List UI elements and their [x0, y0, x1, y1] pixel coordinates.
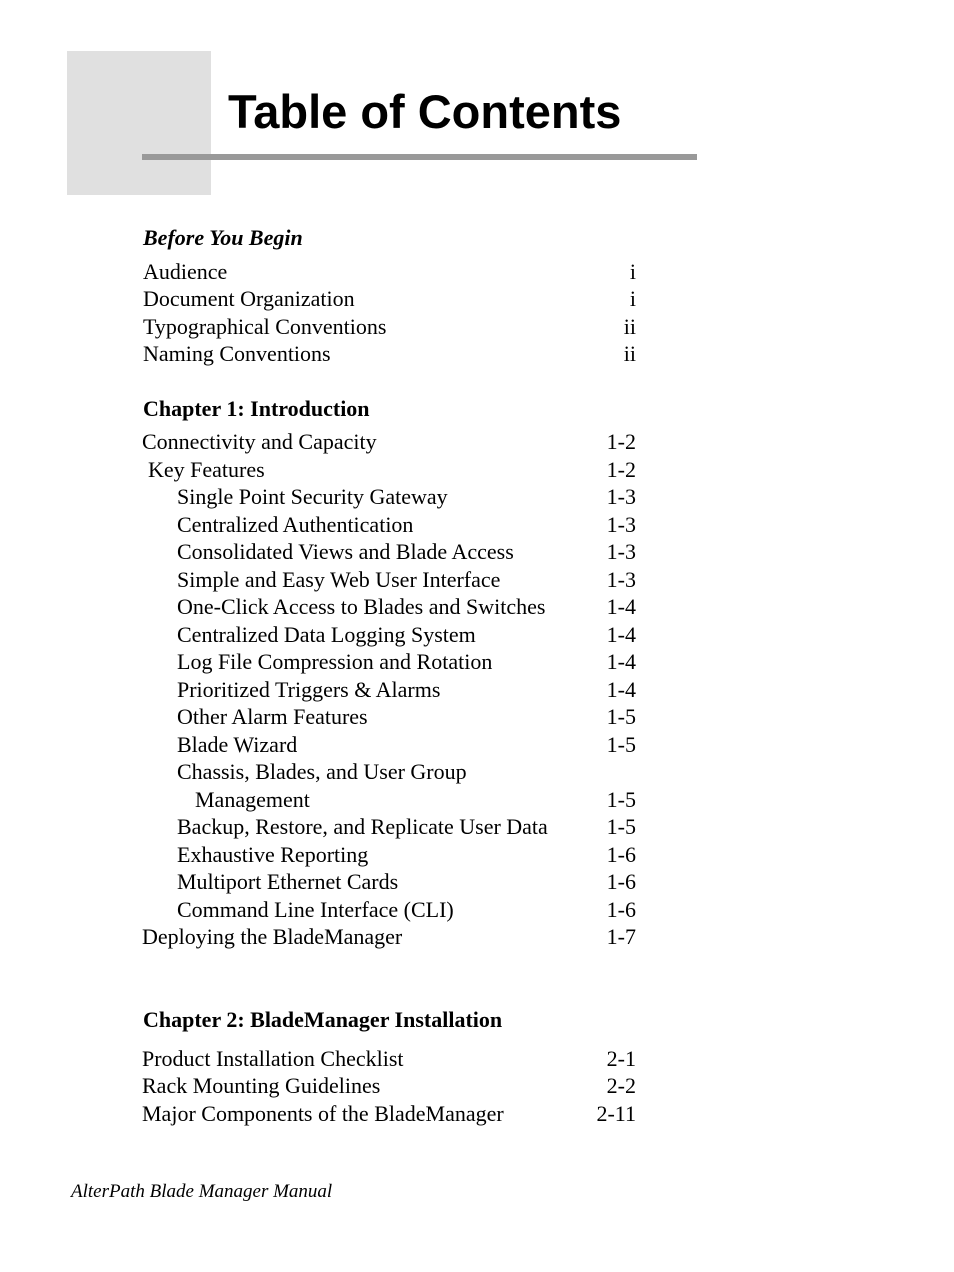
- toc-entry-page: 1-7: [606, 924, 636, 949]
- toc-entry[interactable]: [142, 758, 636, 786]
- toc-entry[interactable]: [142, 1072, 636, 1100]
- toc-entry-page: 1-5: [606, 732, 636, 757]
- section-heading-chapter-2: Chapter 2: BladeManager Installation: [143, 1007, 503, 1032]
- toc-entry[interactable]: [142, 456, 636, 484]
- page-footer: AlterPath Blade Manager Manual: [71, 1181, 333, 1202]
- page-title: Table of Contents: [228, 85, 622, 138]
- toc-entry[interactable]: [142, 786, 636, 814]
- toc-entry[interactable]: [142, 428, 636, 456]
- toc-entry-label: Backup, Restore, and Replicate User Data: [177, 814, 548, 839]
- toc-entry[interactable]: [142, 258, 636, 286]
- toc-entry[interactable]: [142, 483, 636, 511]
- toc-entry-page: 1-4: [606, 594, 636, 619]
- toc-entry-label: Simple and Easy Web User Interface: [177, 567, 501, 592]
- toc-entry-label: Multiport Ethernet Cards: [177, 869, 399, 894]
- toc-entry-page: 1-3: [606, 539, 636, 564]
- toc-entry-label: Document Organization: [143, 286, 355, 311]
- toc-entry-label: Single Point Security Gateway: [177, 484, 448, 509]
- toc-entry-page: 2-2: [606, 1073, 636, 1098]
- toc-entry[interactable]: [142, 676, 636, 704]
- toc-entry-label: Log File Compression and Rotation: [177, 649, 493, 674]
- toc-entry[interactable]: [142, 313, 636, 341]
- toc-entry[interactable]: [142, 868, 636, 896]
- toc-entry-label: Typographical Conventions: [143, 314, 387, 339]
- toc-entry-page: 1-5: [606, 787, 636, 812]
- toc-entry[interactable]: [142, 1100, 636, 1128]
- toc-entry-label: Centralized Authentication: [177, 512, 414, 537]
- toc-entry-page: 1-3: [606, 512, 636, 537]
- toc-entry-label: Management: [195, 787, 310, 812]
- toc-entry-label: Naming Conventions: [143, 341, 331, 366]
- toc-entry-label: Other Alarm Features: [177, 704, 368, 729]
- toc-entry-label: Key Features: [148, 457, 265, 482]
- toc-entry[interactable]: [142, 340, 636, 368]
- toc-entry-label: Blade Wizard: [177, 732, 298, 757]
- toc-entry[interactable]: [142, 566, 636, 594]
- toc-entry-label: One-Click Access to Blades and Switches: [177, 594, 546, 619]
- toc-entry[interactable]: [142, 731, 636, 759]
- toc-entry-page: 1-4: [606, 649, 636, 674]
- toc-entry-page: 1-6: [606, 842, 636, 867]
- toc-entry[interactable]: [142, 1045, 636, 1073]
- toc-entry[interactable]: [142, 648, 636, 676]
- toc-entry-page: ii: [623, 341, 636, 366]
- toc-entry-page: i: [629, 286, 636, 311]
- toc-entry-label: Audience: [143, 259, 228, 284]
- toc-entry-page: 2-11: [596, 1101, 636, 1126]
- section-heading-chapter-1: Chapter 1: Introduction: [143, 396, 370, 421]
- section-heading-before-you-begin: Before You Begin: [143, 225, 303, 250]
- toc-entry-page: 1-6: [606, 897, 636, 922]
- toc-entry-page: 1-4: [606, 622, 636, 647]
- toc-entry[interactable]: [142, 813, 636, 841]
- toc-entry[interactable]: [142, 285, 636, 313]
- toc-entry-label: Exhaustive Reporting: [177, 842, 369, 867]
- toc-entry-label: Deploying the BladeManager: [142, 924, 403, 949]
- toc-entry-label: Connectivity and Capacity: [142, 429, 377, 454]
- toc-entry-label: Product Installation Checklist: [142, 1046, 404, 1071]
- toc-entry-page: 1-2: [606, 457, 636, 482]
- toc-entry-page: 1-4: [606, 677, 636, 702]
- toc-entry[interactable]: [142, 841, 636, 869]
- toc-entry[interactable]: [142, 896, 636, 924]
- toc-entry-label: Major Components of the BladeManager: [142, 1101, 504, 1126]
- header-gray-block: [67, 51, 211, 195]
- toc-entry[interactable]: [142, 621, 636, 649]
- toc-entry-label: Prioritized Triggers & Alarms: [177, 677, 441, 702]
- toc-entry-label: Command Line Interface (CLI): [177, 897, 454, 922]
- title-rule: [142, 154, 697, 160]
- toc-entry-page: 1-3: [606, 484, 636, 509]
- toc-entry-page: 1-3: [606, 567, 636, 592]
- toc-entry[interactable]: [142, 511, 636, 539]
- toc-entry-label: Rack Mounting Guidelines: [142, 1073, 381, 1098]
- toc-entry[interactable]: [142, 923, 636, 951]
- toc-entry-page: 1-5: [606, 814, 636, 839]
- toc-entry-label: Consolidated Views and Blade Access: [177, 539, 514, 564]
- toc-entry-label: Centralized Data Logging System: [177, 622, 476, 647]
- toc-entry-label: Chassis, Blades, and User Group: [177, 759, 467, 784]
- toc-entry-page: i: [629, 259, 636, 284]
- toc-entry-page: ii: [623, 314, 636, 339]
- toc-entry[interactable]: [142, 538, 636, 566]
- toc-entry-page: 1-2: [606, 429, 636, 454]
- toc-entry-page: 2-1: [606, 1046, 636, 1071]
- toc-entry[interactable]: [142, 703, 636, 731]
- toc-entry-page: 1-5: [606, 704, 636, 729]
- toc-entry[interactable]: [142, 593, 636, 621]
- toc-entry-page: 1-6: [606, 869, 636, 894]
